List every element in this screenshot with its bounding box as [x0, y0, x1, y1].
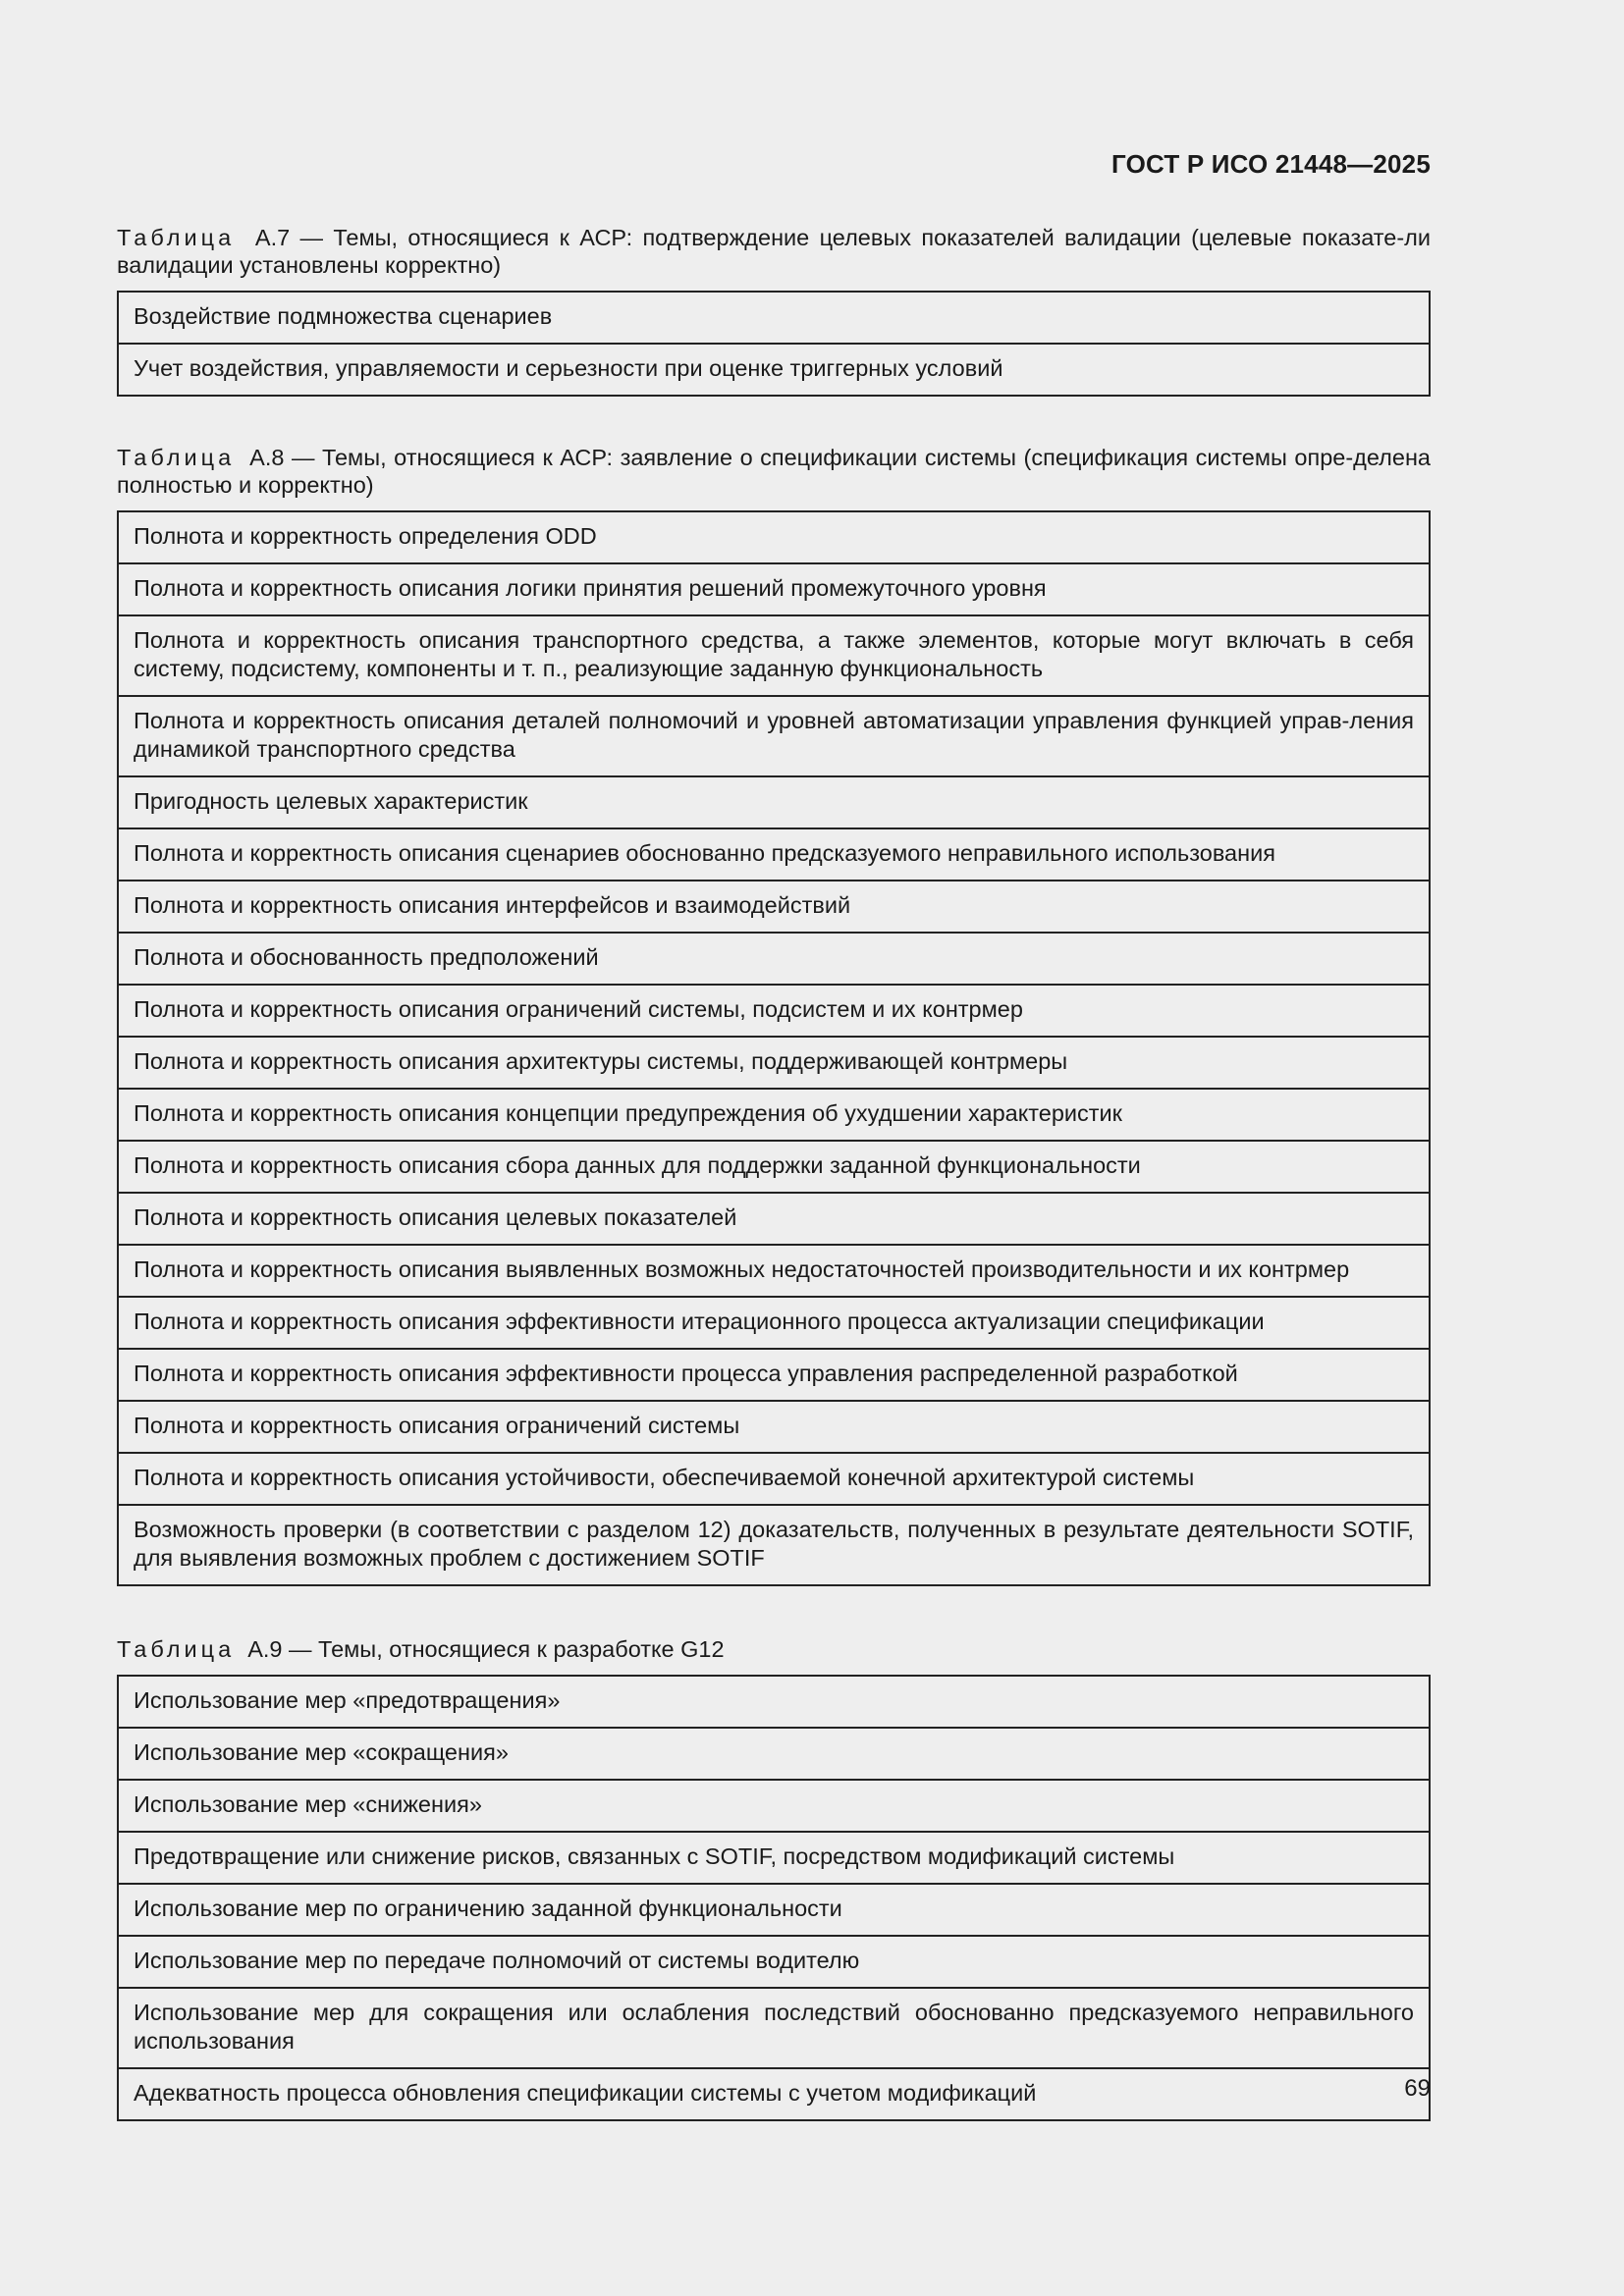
table-caption-a7: [117, 224, 1431, 279]
table-row: Использование мер «предотвращения»: [134, 1687, 561, 1713]
table-a7: [117, 291, 1431, 397]
table-a9: [117, 1675, 1431, 2121]
table-row: Полнота и корректность описания эффективности итерационного процесса актуализации спецификации: [119, 1296, 1429, 1348]
table-label: Таблица: [117, 445, 236, 470]
table-row: Полнота и корректность описания логики принятия решений промежуточного уровня: [119, 562, 1429, 614]
table-a8: [117, 510, 1431, 1586]
document-content: [117, 224, 1431, 2121]
table-row: Возможность проверки (в соответствии с разделом 12) доказательств, полученных в результате деятельности SOTIF, для выявления возможных проблем с достижением SOTIF: [119, 1504, 1429, 1584]
table-caption-a8: [117, 444, 1431, 499]
table-row: Использование мер «сокращения»: [119, 1727, 1429, 1779]
table-caption-text: А.8 — Темы, относящиеся к АСР: заявление о спецификации системы (спецификация системы опре-делена полностью и корректно): [117, 445, 1431, 498]
table-row: Полнота и корректность описания транспортного средства, а также элементов, которые могут включать в себя систему, подсистему, компоненты и т. п., реализующие заданную функциональность: [119, 614, 1429, 695]
table-row: Полнота и корректность описания выявленных возможных недостаточностей производительности и их контрмер: [119, 1244, 1429, 1296]
table-row: Полнота и корректность описания целевых показателей: [119, 1192, 1429, 1244]
table-row: Адекватность процесса обновления спецификации системы с учетом модификаций: [119, 2067, 1429, 2119]
table-row: Полнота и корректность описания деталей полномочий и уровней автоматизации управления функцией управ-ления динамикой транспортного средства: [119, 695, 1429, 775]
table-row: Полнота и корректность описания концепции предупреждения об ухудшении характеристик: [119, 1088, 1429, 1140]
document-header: ГОСТ Р ИСО 21448—2025: [1110, 149, 1431, 179]
table-row: Учет воздействия, управляемости и серьезности при оценке триггерных условий: [119, 343, 1429, 395]
table-row: Использование мер «снижения»: [119, 1779, 1429, 1831]
page-number: 69: [1404, 2075, 1431, 2102]
table-row: Полнота и корректность описания эффективности процесса управления распределенной разработкой: [119, 1348, 1429, 1400]
table-caption-text: А.9 — Темы, относящиеся к разработке G12: [247, 1636, 725, 1662]
table-row: Использование мер по передаче полномочий от системы водителю: [119, 1935, 1429, 1987]
table-label: Таблица: [117, 1636, 236, 1662]
table-row: Воздействие подмножества сценариев: [134, 303, 553, 329]
table-row: Полнота и корректность описания ограничений системы, подсистем и их контрмер: [119, 984, 1429, 1036]
table-label: Таблица: [117, 225, 236, 250]
table-row: Полнота и корректность определения ODD: [134, 523, 597, 549]
table-row: Полнота и корректность описания сценариев обоснованно предсказуемого неправильного использования: [119, 828, 1429, 880]
table-row: Использование мер по ограничению заданной функциональности: [119, 1883, 1429, 1935]
table-row: Полнота и корректность описания архитектуры системы, поддерживающей контрмеры: [119, 1036, 1429, 1088]
table-caption-text: А.7 — Темы, относящиеся к АСР: подтверждение целевых показателей валидации (целевые показате-ли валидации установлены корректно): [117, 225, 1431, 278]
table-row: Пригодность целевых характеристик: [119, 775, 1429, 828]
table-caption-a9: [117, 1635, 1431, 1663]
table-row: Полнота и корректность описания устойчивости, обеспечиваемой конечной архитектурой системы: [119, 1452, 1429, 1504]
table-row: Предотвращение или снижение рисков, связанных с SOTIF, посредством модификаций системы: [119, 1831, 1429, 1883]
table-row: Полнота и корректность описания ограничений системы: [119, 1400, 1429, 1452]
table-row: Полнота и корректность описания интерфейсов и взаимодействий: [119, 880, 1429, 932]
table-row: Полнота и корректность описания сбора данных для поддержки заданной функциональности: [119, 1140, 1429, 1192]
table-row: Полнота и обоснованность предположений: [119, 932, 1429, 984]
table-row: Использование мер для сокращения или ослабления последствий обоснованно предсказуемого неправильного использования: [119, 1987, 1429, 2067]
